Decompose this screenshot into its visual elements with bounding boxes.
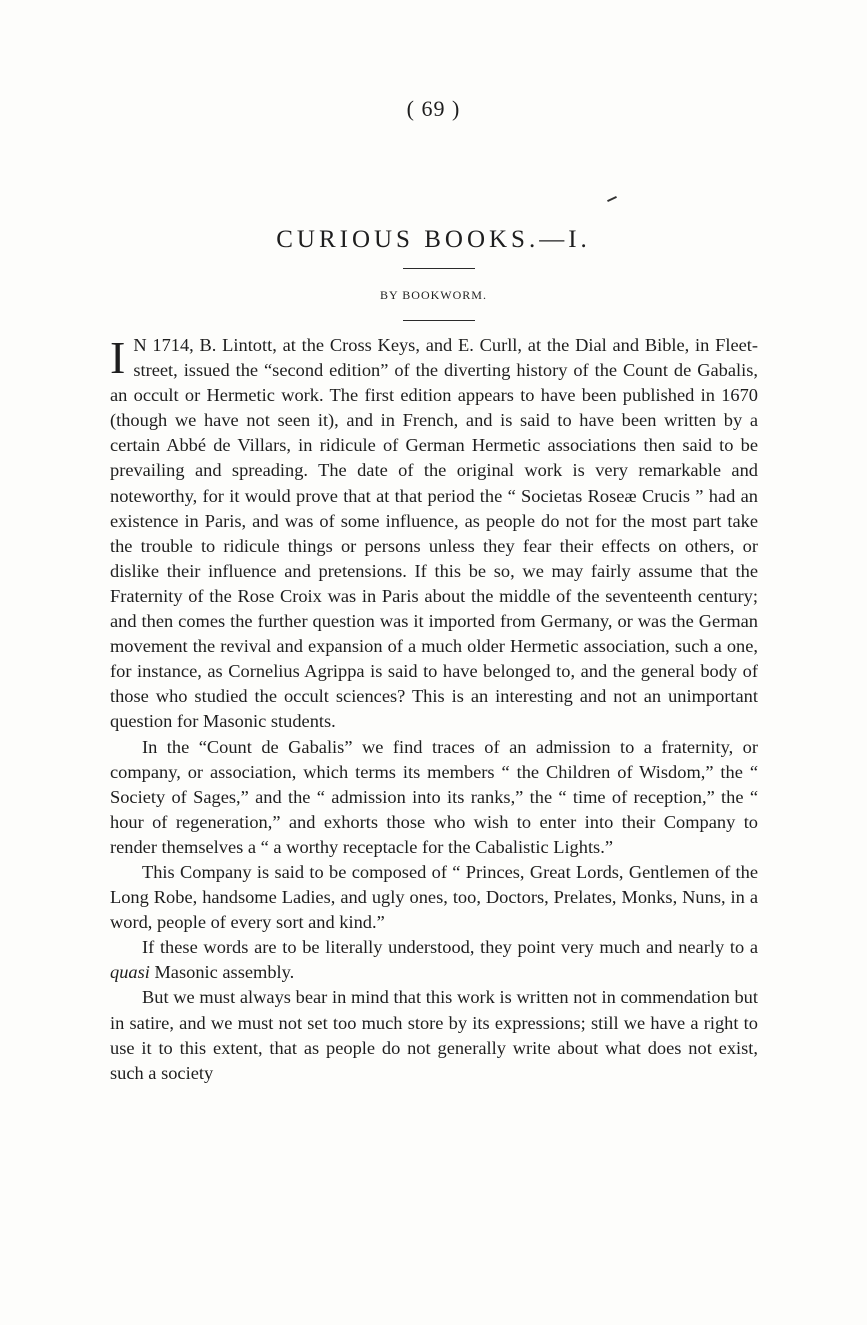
paragraph-4-text-after: Masonic assembly. [149,962,295,983]
paragraph-2: In the “Count de Gabalis” we find traces of an admission to a fraternity, or company, or association, which terms its members “ the Children of Wisdom,” the “ Society of Sages,” and the “ admission into its ranks,” the “ time of reception,” the “ hour of regeneration,” and exhorts those who wish to enter into their Company to render themselves a “ a worthy receptacle for the Cabalistic Lights.” [110,736,758,857]
paragraph-4-emphasis: quasi [110,962,150,983]
article-title: CURIOUS BOOKS.—I. [276,226,591,253]
title-divider [403,268,475,269]
article-body [110,333,758,1086]
paragraph-4 [110,935,758,985]
paragraph-1 [110,333,758,735]
byline-divider [403,320,475,321]
paragraph-5: But we must always bear in mind that this work is written not in commendation but in satire, and we must not set too much store by its expressions; still we have a right to use it to this extent, that as people do not generally write about what does not exist, such a society [110,987,758,1083]
page-number: ( 69 ) [406,96,461,121]
drop-cap: I [110,332,126,383]
stray-print-mark [607,196,617,202]
paragraph-3: This Company is said to be composed of “ Princes, Great Lords, Gentlemen of the Long Robe, handsome Ladies, and ugly ones, too, Doctors, Prelates, Monks, Nuns, in a word, people of every sort and kind.” [110,861,758,933]
byline: BY BOOKWORM. [380,288,487,302]
paragraph-4-text-before: If these words are to be literally understood, they point very much and nearly to a [142,937,758,958]
paragraph-1-text: N 1714, B. Lintott, at the Cross Keys, and E. Curll, at the Dial and Bible, in Fleet-street, issued the “second edition” of the diverting history of the Count de Gabalis, an occult or Hermetic work. The first edition appears to have been published in 1670 (though we have not seen it), and in French, and is said to have been written by a certain Abbé de Villars, in ridicule of German Hermetic associations then said to be prevailing and spreading. The date of the original work is very remarkable and noteworthy, for it would prove that at that period the “ Societas Roseæ Crucis ” had an existence in Paris, and was of some influence, as people do not for the most part take the trouble to ridicule things or persons unless they fear their effects on others, or dislike their influence and pretensions. If this be so, we may fairly assume that the Fraternity of the Rose Croix was in Paris about the middle of the seventeenth century; and then comes the further question was it imported from Germany, or was the German movement the revival and expansion of a much older Hermetic association, such a one, for instance, as Cornelius Agrippa is said to have belonged to, and the general body of those who studied the occult sciences? This is an interesting and not an unimportant question for Masonic students. [110,335,758,732]
